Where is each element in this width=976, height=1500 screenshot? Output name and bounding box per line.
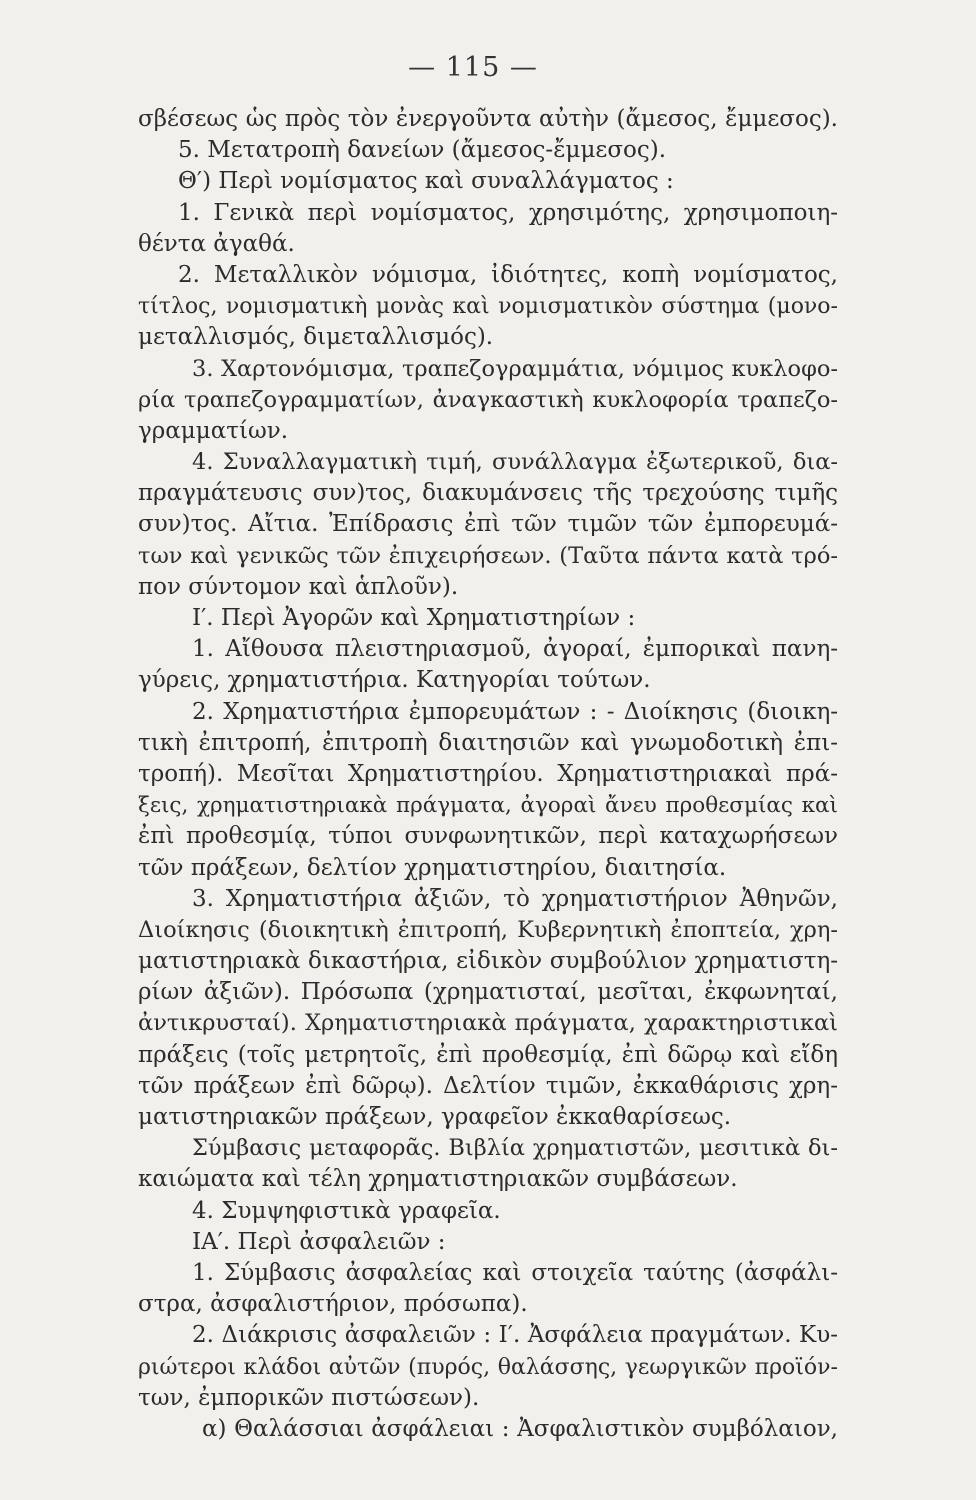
text-line: 1. Αἴθουσα πλειστηριασμοῦ, ἀγοραί, ἐμπορικαὶ πανη- [192, 636, 838, 663]
text-line: 5. Μετατροπὴ δανείων (ἄμεσος-ἔμμεσος). [178, 137, 667, 164]
text-line: ματιστηριακὰ δικαστήρια, εἰδικὸν συμβούλιον χρηματιστη- [138, 948, 838, 975]
text-line: ξεις, χρηματιστηριακὰ πράγματα, ἀγοραὶ ἄνευ προθεσμίας καὶ [138, 793, 838, 819]
text-line: 4. Συναλλαγματικὴ τιμή, συνάλλαγμα ἐξωτερικοῦ, δια- [192, 449, 838, 476]
text-line: πον σύντομον καὶ ἁπλοῦν). [138, 573, 459, 600]
text-line: των, ἐμπορικῶν πιστώσεων). [138, 1384, 480, 1411]
text-line: α) Θαλάσσιαι ἀσφάλειαι : Ἀσφαλιστικὸν συμβόλαιον, [202, 1415, 838, 1442]
text-line: τῶν πράξεων, δελτίον χρηματιστηρίου, διαιτησία. [138, 854, 727, 881]
text-line: 3. Χαρτονόμισμα, τραπεζογραμμάτια, νόμιμος κυκλοφο- [192, 355, 838, 382]
text-line: 2. Μεταλλικὸν νόμισμα, ἰδιότητες, κοπὴ νομίσματος, [178, 261, 838, 288]
page-number: — 115 — [408, 52, 538, 83]
text-line: 4. Συμψηφιστικὰ γραφεῖα. [192, 1197, 501, 1224]
text-line: Διοίκησις (διοικητικὴ ἐπιτροπή, Κυβερνητικὴ ἐποπτεία, χρη- [138, 916, 838, 943]
text-line: Σύμβασις μεταφορᾶς. Βιβλία χρηματιστῶν, μεσιτικὰ δι- [192, 1135, 838, 1162]
text-line: τροπή). Μεσῖται Χρηματιστηρίου. Χρηματιστηριακαὶ πρά- [138, 760, 838, 787]
text-line: τικὴ ἐπιτροπή, ἐπιτροπὴ διαιτησιῶν καὶ γνωμοδοτικὴ ἐπι- [138, 729, 838, 756]
body-text [138, 104, 838, 1445]
text-line: των καὶ γενικῶς τῶν ἐπιχειρήσεων. (Ταῦτα πάντα κατὰ τρό- [138, 542, 838, 569]
text-line: ἀντικρυσταί). Χρηματιστηριακὰ πράγματα, χαρακτηριστικαὶ [138, 1010, 838, 1037]
text-line: τίτλος, νομισματικὴ μονὰς καὶ νομισματικὸν σύστημα (μονο- [138, 294, 838, 320]
text-line: Ι′. Περὶ Ἀγορῶν καὶ Χρηματιστηρίων : [192, 605, 636, 631]
text-line: ριώτεροι κλάδοι αὐτῶν (πυρός, θαλάσσης, γεωργικῶν προϊόν- [138, 1354, 838, 1380]
text-line: ματιστηριακῶν πράξεων, γραφεῖον ἐκκαθαρίσεως. [138, 1104, 732, 1130]
text-line: μεταλλισμός, διμεταλλισμός). [138, 324, 494, 351]
text-line: ρία τραπεζογραμματίων, ἀναγκαστικὴ κυκλοφορία τραπεζο- [138, 386, 838, 413]
text-line: καιώματα καὶ τέλη χρηματιστηριακῶν συμβάσεων. [138, 1166, 738, 1193]
text-line: σβέσεως ὡς πρὸς τὸν ἐνεργοῦντα αὐτὴν (ἄμεσος, ἔμμεσος). [138, 106, 838, 132]
text-line: 2. Διάκρισις ἀσφαλειῶν : Ι′. Ἀσφάλεια πραγμάτων. Κυ- [192, 1322, 838, 1349]
text-line: ΙΑ′. Περὶ ἀσφαλειῶν : [192, 1228, 446, 1255]
text-line: 2. Χρηματιστήρια ἐμπορευμάτων : - Διοίκησις (διοικη- [192, 698, 838, 725]
text-line: Θ′) Περὶ νομίσματος καὶ συναλλάγματος : [178, 168, 674, 195]
text-line: ρίων ἀξιῶν). Πρόσωπα (χρηματισταί, μεσῖται, ἐκφωνηταί, [138, 979, 838, 1006]
text-line: γραμματίων. [138, 417, 289, 444]
text-line: στρα, ἀσφαλιστήριον, πρόσωπα). [138, 1291, 528, 1318]
text-line: 3. Χρηματιστήρια ἀξιῶν, τὸ χρηματιστήριον Ἀθηνῶν, [192, 885, 838, 912]
text-line: γύρεις, χρηματιστήρια. Κατηγορίαι τούτων. [138, 667, 651, 694]
text-line: 1. Γενικὰ περὶ νομίσματος, χρησιμότης, χρησιμοποιη- [178, 199, 838, 226]
text-line: 1. Σύμβασις ἀσφαλείας καὶ στοιχεῖα ταύτης (ἀσφάλι- [192, 1259, 838, 1286]
text-line: συν)τος. Αἴτια. Ἐπίδρασις ἐπὶ τῶν τιμῶν τῶν ἐμπορευμά- [138, 511, 838, 538]
text-line: θέντα ἀγαθά. [138, 230, 295, 257]
text-line: τῶν πράξεων ἐπὶ δῶρῳ). Δελτίον τιμῶν, ἐκκαθάρισις χρη- [138, 1072, 838, 1099]
text-line: πράξεις (τοῖς μετρητοῖς, ἐπὶ προθεσμίᾳ, ἐπὶ δῶρῳ καὶ εἴδη [138, 1041, 838, 1068]
text-line: ἐπὶ προθεσμίᾳ, τύποι συνφωνητικῶν, περὶ καταχωρήσεων [138, 823, 838, 850]
text-line: πραγμάτευσις συν)τος, διακυμάνσεις τῆς τρεχούσης τιμῆς [138, 480, 838, 507]
